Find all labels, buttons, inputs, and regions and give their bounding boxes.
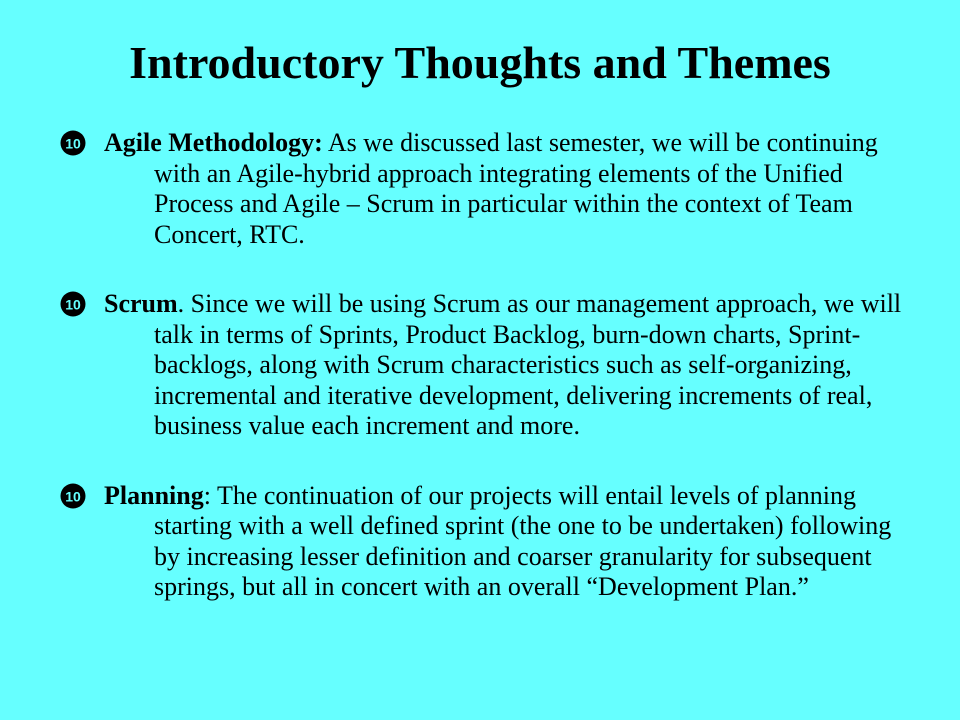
bullet-text: : The continuation of our projects will entail levels of planning starting with a well defined sprint (the one to be undertaken) following by increasing lesser definition and coarser granularity for subsequent springs, but all in concert with an overall “Development Plan.” <box>154 480 892 601</box>
bullet-item-planning <box>60 481 920 603</box>
bullet-item-scrum <box>60 289 920 442</box>
number-ten-icon <box>60 130 86 156</box>
slide-title: Introductory Thoughts and Themes <box>129 37 831 88</box>
bullet-text: As we discussed last semester, we will be continuing with an Agile-hybrid approach integrating elements of the Unified Process and Agile – Scrum in particular within the context of Team Concert, RTC. <box>154 128 878 249</box>
number-ten-icon <box>60 483 86 509</box>
bullet-lead: Agile Methodology: <box>104 128 323 157</box>
svg-text:10: 10 <box>65 135 81 152</box>
svg-text:10: 10 <box>65 296 81 313</box>
svg-text:10: 10 <box>65 488 81 504</box>
bullet-item-agile-methodology <box>60 128 920 250</box>
bullet-lead: Planning <box>104 480 204 510</box>
bullet-text: . Since we will be using Scrum as our management approach, we will talk in terms of Sprints, Product Backlog, burn-down charts, Sprint-backlogs, along with Scrum characteristics such as self-organizing, incremental and iterative development, delivering increments of real, business value each increment and more. <box>154 289 902 440</box>
bullet-lead: Scrum <box>104 289 178 318</box>
bullet-list <box>60 128 920 642</box>
number-ten-icon <box>60 291 86 317</box>
